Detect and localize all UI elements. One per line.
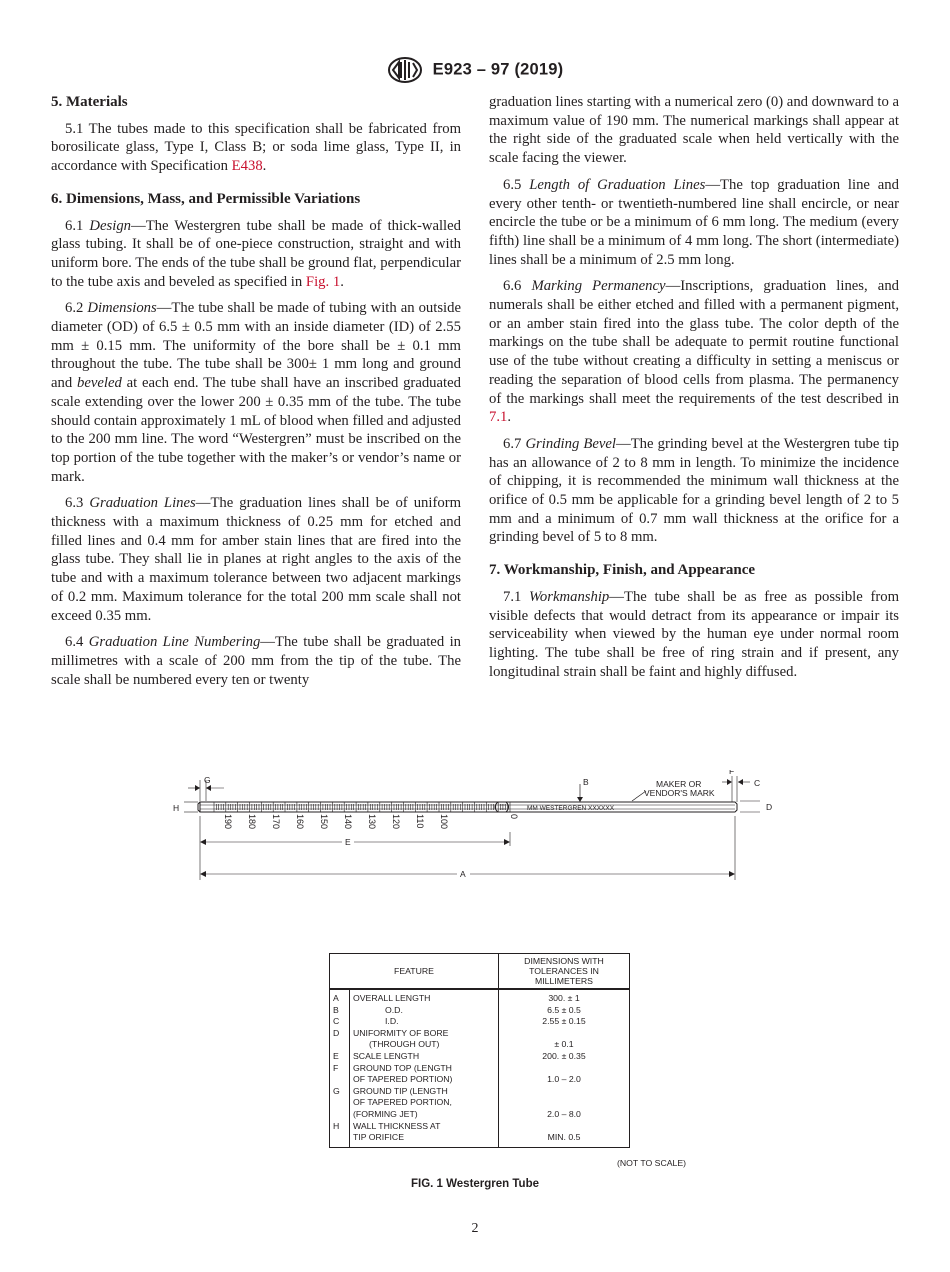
- scale-number-160: 160: [295, 814, 305, 830]
- paragraph-6-6: 6.6 Marking Permanency—Inscriptions, graduation lines, and numerals shall be either etched and filled with a permanent pigment, or an amber stain fired into the glass tube. The color depth of the markings on the tube shall be adequate to permit routine functional use of the tube without creating a difficulty in setting a meniscus or reading the separation of blood cells from plasma. The permanency of the markings shall meet the requirements of the test described in 7.1.: [489, 278, 900, 426]
- dim-e-label: E: [345, 837, 351, 847]
- dim-f-label: F: [729, 770, 735, 776]
- paragraph-6-4: 6.4 Graduation Line Numbering—The tube shall be graduated in millimetres with a scale of 200 mm from the tip of the tube. The scale shall be numbered every ten or twenty: [51, 634, 461, 688]
- maker-label-line2: VENDOR'S MARK: [644, 788, 715, 798]
- paragraph-5-1: 5.1 The tubes made to this specification shall be fabricated from borosilicate glass, Type I, Class B; or soda lime glass, Type II, in accordance with Specification E438.: [51, 120, 461, 175]
- table-row: F GROUND TOP (LENGTH OF TAPERED PORTION) 1.0 – 2.0: [330, 1063, 630, 1086]
- left-column: [51, 93, 461, 697]
- scale-number-110: 110: [415, 814, 425, 829]
- standard-designation: E923 – 97 (2019): [432, 60, 564, 79]
- dim-b-label: B: [583, 777, 589, 787]
- scale-number-190: 190: [223, 814, 233, 830]
- col-header-dimensions: DIMENSIONS WITH TOLERANCES IN MILLIMETERS: [499, 954, 630, 990]
- section-6-heading: 6. Dimensions, Mass, and Permissible Variations: [51, 190, 361, 207]
- link-7-1[interactable]: 7.1: [489, 409, 508, 426]
- not-to-scale-note: (NOT TO SCALE): [617, 1158, 687, 1168]
- dim-c-label: C: [754, 778, 761, 788]
- page-header: [0, 56, 950, 84]
- link-fig-1[interactable]: Fig. 1: [305, 273, 341, 290]
- dim-a-label: A: [460, 869, 466, 879]
- scale-number-180: 180: [247, 814, 257, 830]
- dimensions-table-wrap: [329, 953, 630, 1148]
- dimensions-table: [329, 953, 630, 1148]
- paragraph-6-2: 6.2 Dimensions—The tube shall be made of tubing with an outside diameter (OD) of 6.5 ± 0.5 mm with an inside diameter (ID) of 2.55 mm ± 0.15 mm. The uniformity of the bore shall be ± 0.1 mm throughout the tube. The tube shall be 300± 1 mm long and ground and beveled at each end. The tube shall have an inscribed graduated scale extending over the lower 200 ± 0.35 mm of the tube. The tube should contain approximately 1 mL of blood when filled and adjusted to the 200 mm line. The word “Westergren” must be inscribed on the top portion of the tube together with the maker’s or vendor’s name or mark.: [51, 300, 461, 485]
- dim-h-label: H: [173, 803, 180, 813]
- paragraph-6-1: 6.1 Design—The Westergren tube shall be made of thick-walled glass tubing. It shall be of one-piece construction, straight and with uniform bore. The ends of the tube shall be ground flat, perpendicular to the tube axis and beveled as specified in Fig. 1.: [51, 217, 462, 290]
- paragraph-6-3: 6.3 Graduation Lines—The graduation lines shall be of uniform thickness with a maximum thickness of 0.25 mm for etched and filled lines and 0.4 mm for amber stain lines that are fired into the glass tube. They shall lie in planes at right angles to the axis of the tube and with a maximum tolerance between two adjacent markings of 0.2 mm. Maximum tolerance for the total 200 mm scale shall not exceed 0.35 mm.: [51, 495, 462, 624]
- link-e438[interactable]: E438: [231, 158, 263, 175]
- astm-logo: [387, 56, 423, 84]
- section-5-heading: 5. Materials: [51, 94, 128, 110]
- table-row: A OVERALL LENGTH 300. ± 1: [330, 989, 630, 1005]
- paragraph-7-1: 7.1 Workmanship—The tube shall be as free as possible from visible defects that would detract from its appearance or impair its serviceability when viewed by the human eye under normal room lighting. The tube shall be free of ring strain and if present, any longitudinal strain shall be faint and highly diffused.: [489, 588, 899, 680]
- col-header-feature: FEATURE: [330, 954, 499, 990]
- tube-inscription: MM WESTERGREN XXXXXX: [527, 805, 615, 812]
- scale-number-120: 120: [391, 814, 401, 830]
- table-row: C I.D. 2.55 ± 0.15: [330, 1016, 630, 1028]
- paragraph-6-5: 6.5 Length of Graduation Lines—The top graduation line and every other tenth- or twentieth-numbered line shall encircle, or near encircle the tube or be a minimum of 6 mm long. The medium (every fifth) line shall be a minimum of 4 mm long. The short (intermediate) lines shall be a minimum of 2.5 mm long.: [489, 176, 899, 268]
- paragraph-6-4-continued: graduation lines starting with a numerical zero (0) and downward to a maximum value of 190 mm. The numerical markings shall appear at the right side of the graduated scale when held vertically with the scale facing the viewer.: [489, 94, 899, 167]
- section-7-heading: 7. Workmanship, Finish, and Appearance: [489, 562, 756, 579]
- scale-number-170: 170: [271, 814, 281, 830]
- figure-caption: FIG. 1 Westergren Tube: [410, 1178, 540, 1190]
- page-number: 2: [471, 1221, 479, 1236]
- table-row: E SCALE LENGTH 200. ± 0.35: [330, 1051, 630, 1063]
- paragraph-6-7: 6.7 Grinding Bevel—The grinding bevel at the Westergren tube tip has an allowance of 2 to 8 mm in length. To minimize the incidence of chipping, it is recommended the minimum wall thickness at the orifice of 0.5 mm be applicable for a grinding bevel length of 2 to 5 mm and a minimum of 0.7 mm wall thickness at the orifice for a grinding bevel of 5 to 8 mm.: [489, 435, 900, 546]
- table-row: G GROUND TIP (LENGTH OF TAPERED PORTION, (FORMING JET) 2.0 – 8.0: [330, 1086, 630, 1121]
- scale-numbers: [223, 814, 519, 829]
- table-row: H WALL THICKNESS AT TIP ORIFICE MIN. 0.5: [330, 1121, 630, 1148]
- table-row: B O.D. 6.5 ± 0.5: [330, 1005, 630, 1017]
- graduation-ticks: [214, 802, 510, 812]
- maker-label-line1: MAKER OR: [656, 779, 702, 789]
- scale-number-140: 140: [343, 814, 353, 830]
- table-row: D UNIFORMITY OF BORE (THROUGH OUT) ± 0.1: [330, 1028, 630, 1051]
- dim-d-label: D: [766, 802, 773, 812]
- scale-number-100: 100: [439, 814, 449, 830]
- right-column: [489, 93, 899, 689]
- tube-diagram: [170, 770, 790, 890]
- tube-drawing: [170, 770, 790, 890]
- tube-left-segment: [200, 802, 509, 812]
- scale-number-0: 0: [509, 814, 519, 820]
- scale-number-130: 130: [367, 814, 377, 830]
- dim-g-label: G: [204, 775, 211, 785]
- scale-number-150: 150: [319, 814, 329, 830]
